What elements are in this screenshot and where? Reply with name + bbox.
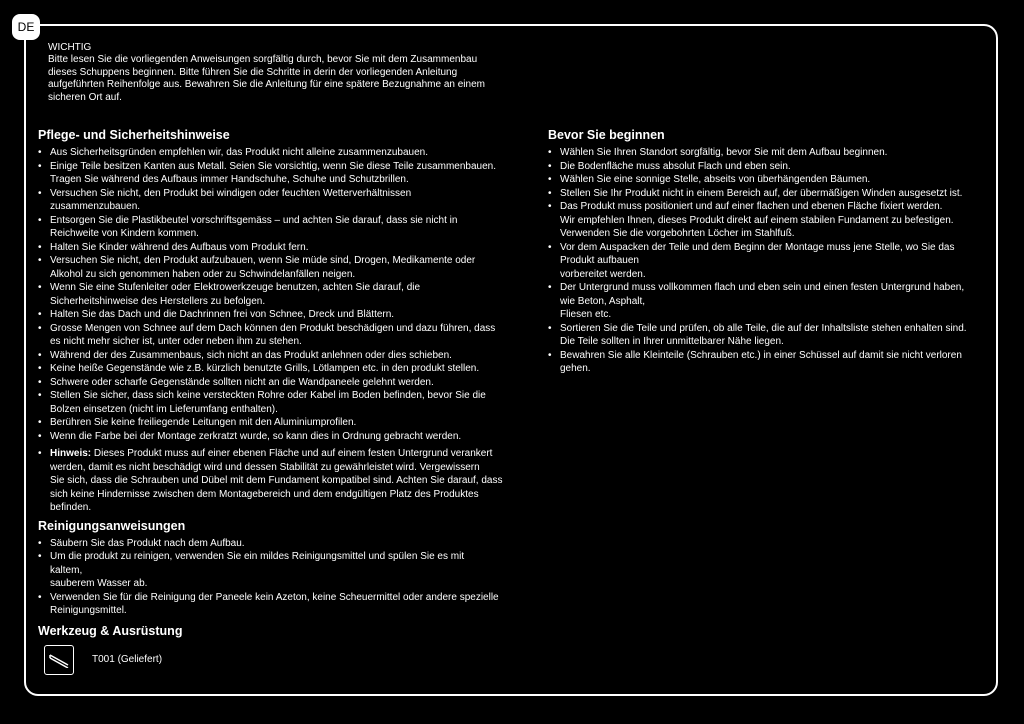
list-item-line: Reichweite von Kindern kommen. bbox=[50, 228, 199, 239]
list-item bbox=[38, 281, 514, 308]
tool-row bbox=[38, 645, 514, 675]
list-item-line: kaltem, bbox=[50, 564, 83, 576]
list-item bbox=[38, 537, 514, 551]
list-item bbox=[548, 200, 988, 241]
list-item-line: Tragen Sie während des Aufbaus immer Handschuhe, Schuhe und Schutzbrillen. bbox=[50, 174, 409, 185]
list-item-line: zusammenzubauen. bbox=[50, 201, 141, 212]
list-item-line: gehen. bbox=[560, 363, 591, 374]
intro-line: Bitte lesen Sie die vorliegenden Anweisungen sorgfältig durch, bevor Sie mit dem Zusammenbau bbox=[48, 54, 478, 66]
list-item bbox=[38, 308, 514, 322]
list-item-line: wie Beton, Asphalt, bbox=[560, 295, 646, 307]
list-item bbox=[548, 187, 988, 201]
left-column bbox=[38, 128, 514, 675]
before-heading: Bevor Sie beginnen bbox=[548, 128, 665, 142]
note-line: werden, damit es nicht beschädigt wird und dessen Stabilität zu gewährleistet wird. Vergewissern bbox=[50, 461, 480, 473]
list-item-line: Das Produkt muss positioniert und auf einer flachen und ebenen Fläche fixiert werden. bbox=[560, 201, 943, 212]
list-item-line: Sortieren Sie die Teile und prüfen, ob alle Teile, die auf der Inhaltsliste stehen enhalten sind. bbox=[560, 322, 967, 334]
intro-line: dieses Schuppens beginnen. Bitte führen Sie die Schritte in derin der vorliegenden Anleitung bbox=[48, 66, 458, 78]
note-line: Dieses Produkt muss auf einer ebenen Fläche und auf einem festen Untergrund verankert bbox=[91, 448, 493, 459]
list-item-line: Verwenden Sie für die Reinigung der Paneele kein Azeton, keine Scheuermittel oder andere spezielle bbox=[50, 591, 499, 603]
cleaning-list bbox=[38, 537, 514, 618]
list-item-line: Halten Sie Kinder während des Aufbaus vom Produkt fern. bbox=[50, 241, 309, 253]
list-item bbox=[548, 173, 988, 187]
list-item bbox=[38, 254, 514, 281]
list-item bbox=[38, 322, 514, 349]
list-item bbox=[548, 281, 988, 322]
intro-line: sicheren Ort auf. bbox=[48, 91, 122, 103]
list-item-line: Vor dem Auspacken der Teile und dem Beginn der Montage muss jene Stelle, wo Sie das bbox=[560, 241, 955, 253]
important-notice bbox=[48, 42, 518, 104]
list-item-line: Stellen Sie Ihr Produkt nicht in einem Bereich auf, der übermäßigen Winden ausgesetzt ist. bbox=[560, 187, 963, 199]
list-item bbox=[38, 362, 514, 376]
list-item bbox=[38, 160, 514, 187]
list-item-line: Fliesen etc. bbox=[560, 309, 612, 320]
list-item-line: sauberem Wasser ab. bbox=[50, 578, 148, 589]
tool-label: T001 (Geliefert) bbox=[92, 654, 163, 665]
note-line: Sie sich, dass die Schrauben und Dübel mit dem Fundament kompatibel sind. Achten Sie darauf, dass bbox=[50, 475, 503, 486]
list-item-line: Wenn die Farbe bei der Montage zerkratzt wurde, so kann dies in Ordnung gebracht werden. bbox=[50, 430, 462, 442]
note-line: sich keine Hindernisse zwischen dem Montagebereich und dem endgültigen Platz des Produktes bbox=[50, 488, 479, 500]
list-item-line: Die Teile sollten in Ihrer unmittelbarer Nähe liegen. bbox=[560, 336, 784, 347]
list-item-line: vorbereitet werden. bbox=[560, 268, 646, 280]
list-item bbox=[38, 591, 514, 618]
care-note bbox=[38, 447, 514, 515]
list-item-line: Bewahren Sie alle Kleinteile (Schrauben etc.) in einer Schüssel auf damit sie nicht verloren bbox=[560, 349, 962, 361]
list-item bbox=[38, 241, 514, 255]
list-item bbox=[38, 550, 514, 591]
list-item-line: Der Untergrund muss vollkommen flach und eben sein und einen festen Untergrund haben, bbox=[560, 282, 965, 293]
list-item bbox=[38, 349, 514, 363]
list-item-line: Halten Sie das Dach und die Dachrinnen frei von Schnee, Dreck und Blättern. bbox=[50, 309, 395, 320]
list-item-line: Säubern Sie das Produkt nach dem Aufbau. bbox=[50, 537, 245, 549]
list-item-line: Wenn Sie eine Stufenleiter oder Elektrowerkzeuge benutzen, achten Sie darauf, die bbox=[50, 282, 421, 293]
list-item-line: Grosse Mengen von Schnee auf dem Dach können den Produkt beschädigen und dazu führen, dass bbox=[50, 322, 496, 334]
care-list bbox=[38, 146, 514, 443]
list-item bbox=[548, 349, 988, 376]
list-item bbox=[548, 160, 988, 174]
list-item bbox=[38, 430, 514, 444]
list-item bbox=[548, 322, 988, 349]
list-item-line: Wir empfehlen Ihnen, dieses Produkt direkt auf einem stabilen Fundament zu befestigen. bbox=[560, 214, 954, 226]
list-item bbox=[548, 241, 988, 282]
list-item-line: Stellen Sie sicher, dass sich keine versteckten Rohre oder Kabel im Boden befinden, bevor Sie die bbox=[50, 390, 486, 401]
list-item-line: Sicherheitshinweise des Herstellers zu befolgen. bbox=[50, 295, 266, 307]
list-item-line: Aus Sicherheitsgründen empfehlen wir, das Produkt nicht alleine zusammenzubauen. bbox=[50, 147, 428, 158]
list-item-line: Bolzen einsetzen (nicht im Lieferumfang enthalten). bbox=[50, 403, 278, 415]
list-item bbox=[548, 146, 988, 160]
list-item-line: Einige Teile besitzen Kanten aus Metall. Seien Sie vorsichtig, wenn Sie diese Teile zusammenbauen. bbox=[50, 160, 497, 172]
tools-heading: Werkzeug & Ausrüstung bbox=[38, 623, 183, 638]
list-item-line: Wählen Sie Ihren Standort sorgfältig, bevor Sie mit dem Aufbau beginnen. bbox=[560, 147, 888, 158]
list-item-line: Die Bodenfläche muss absolut Flach und eben sein. bbox=[560, 160, 791, 172]
list-item-line: Um die produkt zu reinigen, verwenden Sie ein mildes Reinigungsmittel und spülen Sie es mit bbox=[50, 551, 465, 562]
list-item bbox=[38, 389, 514, 416]
intro-line: aufgeführten Reihenfolge aus. Bewahren Sie die Anleitung für eine spätere Bezugnahme an einem bbox=[48, 79, 485, 91]
list-item-line: Alkohol zu sich genommen haben oder zu Schwindelanfällen neigen. bbox=[50, 268, 356, 280]
before-list bbox=[548, 146, 988, 376]
list-item bbox=[38, 416, 514, 430]
note-line: befinden. bbox=[50, 502, 92, 513]
cleaning-heading: Reinigungsanweisungen bbox=[38, 518, 186, 533]
list-item-line: Versuchen Sie nicht, den Produkt aufzubauen, wenn Sie müde sind, Drogen, Medikamente oder bbox=[50, 255, 476, 266]
note-label: Hinweis: bbox=[50, 448, 92, 459]
list-item-line: Verwenden Sie die vorgebohrten Löcher im Stahlfuß. bbox=[560, 228, 795, 239]
list-item-line: Während der des Zusammenbaus, sich nicht an das Produkt anlehnen oder dies schieben. bbox=[50, 349, 452, 361]
important-title: WICHTIG bbox=[48, 42, 92, 53]
tool-icon bbox=[44, 645, 74, 675]
care-heading: Pflege- und Sicherheitshinweise bbox=[38, 128, 230, 142]
language-badge: DE bbox=[12, 14, 40, 40]
list-item bbox=[38, 214, 514, 241]
list-item bbox=[38, 146, 514, 160]
list-item-line: Berühren Sie keine freiliegende Leitungen mit den Aluminiumprofilen. bbox=[50, 417, 357, 428]
care-note-list bbox=[38, 447, 514, 515]
list-item-line: Versuchen Sie nicht, den Produkt bei windigen oder feuchten Wetterverhältnissen bbox=[50, 187, 412, 199]
list-item-line: Reinigungsmittel. bbox=[50, 605, 127, 616]
list-item-line: es nicht mehr sicher ist, unter oder neben ihm zu stehen. bbox=[50, 336, 302, 347]
right-column bbox=[548, 128, 988, 380]
list-item bbox=[38, 376, 514, 390]
list-item-line: Entsorgen Sie die Plastikbeutel vorschriftsgemäss – und achten Sie darauf, dass sie nicht in bbox=[50, 214, 458, 226]
list-item-line: Keine heiße Gegenstände wie z.B. kürzlich benutzte Grills, Lötlampen etc. in den produkt stellen. bbox=[50, 363, 480, 374]
list-item bbox=[38, 187, 514, 214]
list-item-line: Schwere oder scharfe Gegenstände sollten nicht an die Wandpaneele gelehnt werden. bbox=[50, 376, 434, 388]
list-item-line: Produkt aufbauen bbox=[560, 255, 639, 266]
list-item-line: Wählen Sie eine sonnige Stelle, abseits von überhängenden Bäumen. bbox=[560, 174, 871, 185]
